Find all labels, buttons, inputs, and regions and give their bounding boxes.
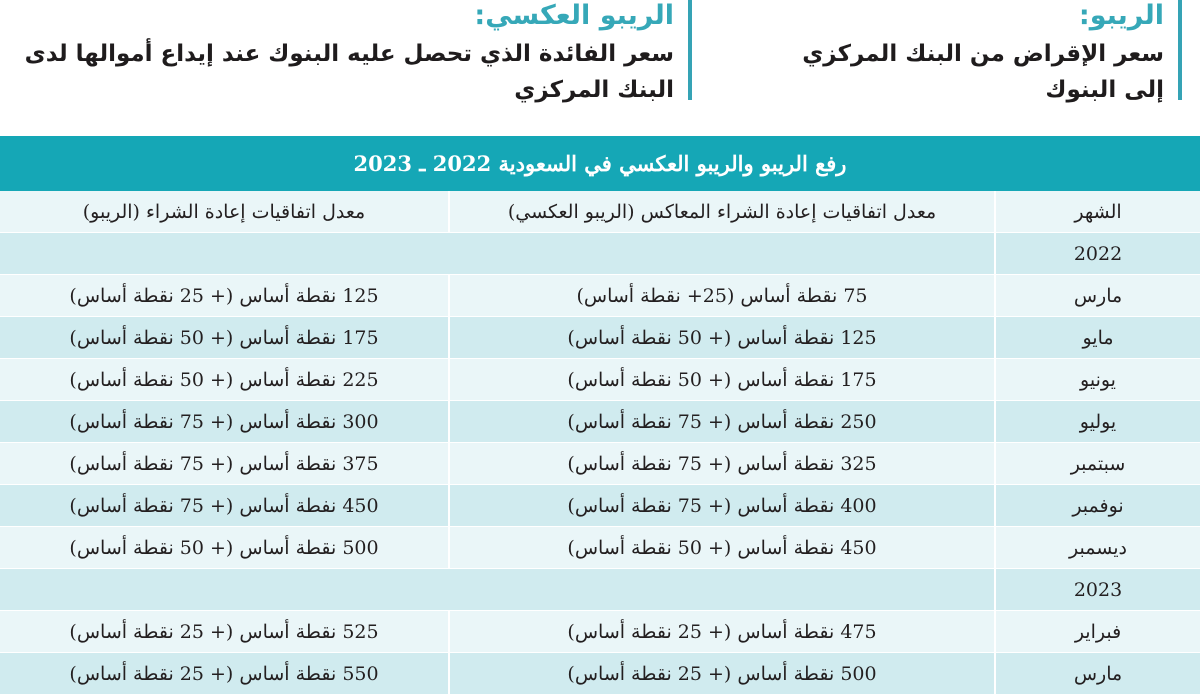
table-row (0, 401, 1200, 443)
reverse-repo-cell: 325 نقطة أساس (+ 75 نقطة أساس) (448, 443, 994, 484)
month-cell: مايو (994, 317, 1200, 358)
table-row (0, 611, 1200, 653)
repo-cell: 500 نقطة أساس (+ 50 نقطة أساس) (69, 536, 379, 559)
reverse-repo-cell: 475 نقطة أساس (+ 25 نقطة أساس) (448, 611, 994, 652)
table-row (0, 443, 1200, 485)
month-cell: يوليو (994, 401, 1200, 442)
repo-cell: 125 نقطة أساس (+ 25 نقطة أساس) (69, 284, 379, 307)
month-cell: مارس (994, 653, 1200, 694)
definitions-panel (0, 0, 1200, 108)
definition-repo-body: سعر الإقراض من البنك المركزي إلى البنوك (802, 41, 1164, 103)
repo-cell: 375 نقطة أساس (+ 75 نقطة أساس) (69, 452, 379, 475)
month-cell: سبتمبر (994, 443, 1200, 484)
year-row-2023 (0, 569, 1200, 611)
table-row (0, 275, 1200, 317)
definition-repo (762, 0, 1182, 103)
table-row (0, 317, 1200, 359)
table-header-row (0, 191, 1200, 233)
reverse-repo-cell: 175 نقطة أساس (+ 50 نقطة أساس) (448, 359, 994, 400)
year-row-2022 (0, 233, 1200, 275)
header-month: الشهر (994, 191, 1200, 232)
repo-cell: 525 نقطة أساس (+ 25 نقطة أساس) (69, 620, 379, 643)
month-cell: ديسمبر (994, 527, 1200, 568)
header-reverse-repo: معدل اتفاقيات إعادة الشراء المعاكس (الريبو العكسي) (448, 191, 994, 232)
table-row (0, 653, 1200, 695)
repo-cell: 175 نقطة أساس (+ 50 نقطة أساس) (69, 326, 379, 349)
reverse-repo-cell: 75 نقطة أساس (25+ نقطة أساس) (448, 275, 994, 316)
table-title: رفع الريبو والريبو العكسي في السعودية 2022 ـ 2023 (0, 136, 1200, 191)
reverse-repo-cell: 400 نقطة أساس (+ 75 نقطة أساس) (448, 485, 994, 526)
year-row-filler (0, 569, 994, 610)
reverse-repo-cell: 250 نقطة أساس (+ 75 نقطة أساس) (448, 401, 994, 442)
repo-cell: 300 نقطة أساس (+ 75 نقطة أساس) (69, 410, 379, 433)
year-label: 2022 (994, 233, 1200, 274)
definition-reverse-repo (12, 0, 692, 103)
reverse-repo-cell: 125 نقطة أساس (+ 50 نقطة أساس) (448, 317, 994, 358)
month-cell: فبراير (994, 611, 1200, 652)
definition-reverse-repo-title: الريبو العكسي: (474, 0, 674, 31)
repo-cell: 550 نقطة أساس (+ 25 نقطة أساس) (69, 662, 379, 685)
year-label: 2023 (994, 569, 1200, 610)
month-cell: مارس (994, 275, 1200, 316)
table-row (0, 527, 1200, 569)
year-row-filler (0, 233, 994, 274)
definition-reverse-repo-body: سعر الفائدة الذي تحصل عليه البنوك عند إيداع أموالها لدى البنك المركزي (24, 41, 674, 103)
header-repo: معدل اتفاقيات إعادة الشراء (الريبو) (82, 200, 366, 223)
rates-table (0, 136, 1200, 698)
repo-cell: 225 نقطة أساس (+ 50 نقطة أساس) (69, 368, 379, 391)
repo-cell: 450 نفطة أساس (+ 75 نقطة أساس) (69, 494, 379, 517)
month-cell: نوفمبر (994, 485, 1200, 526)
table-row (0, 359, 1200, 401)
definition-repo-title: الريبو: (1078, 0, 1164, 31)
reverse-repo-cell: 500 نقطة أساس (+ 25 نقطة أساس) (448, 653, 994, 694)
month-cell: يونيو (994, 359, 1200, 400)
reverse-repo-cell: 450 نقطة أساس (+ 50 نقطة أساس) (448, 527, 994, 568)
table-row (0, 485, 1200, 527)
